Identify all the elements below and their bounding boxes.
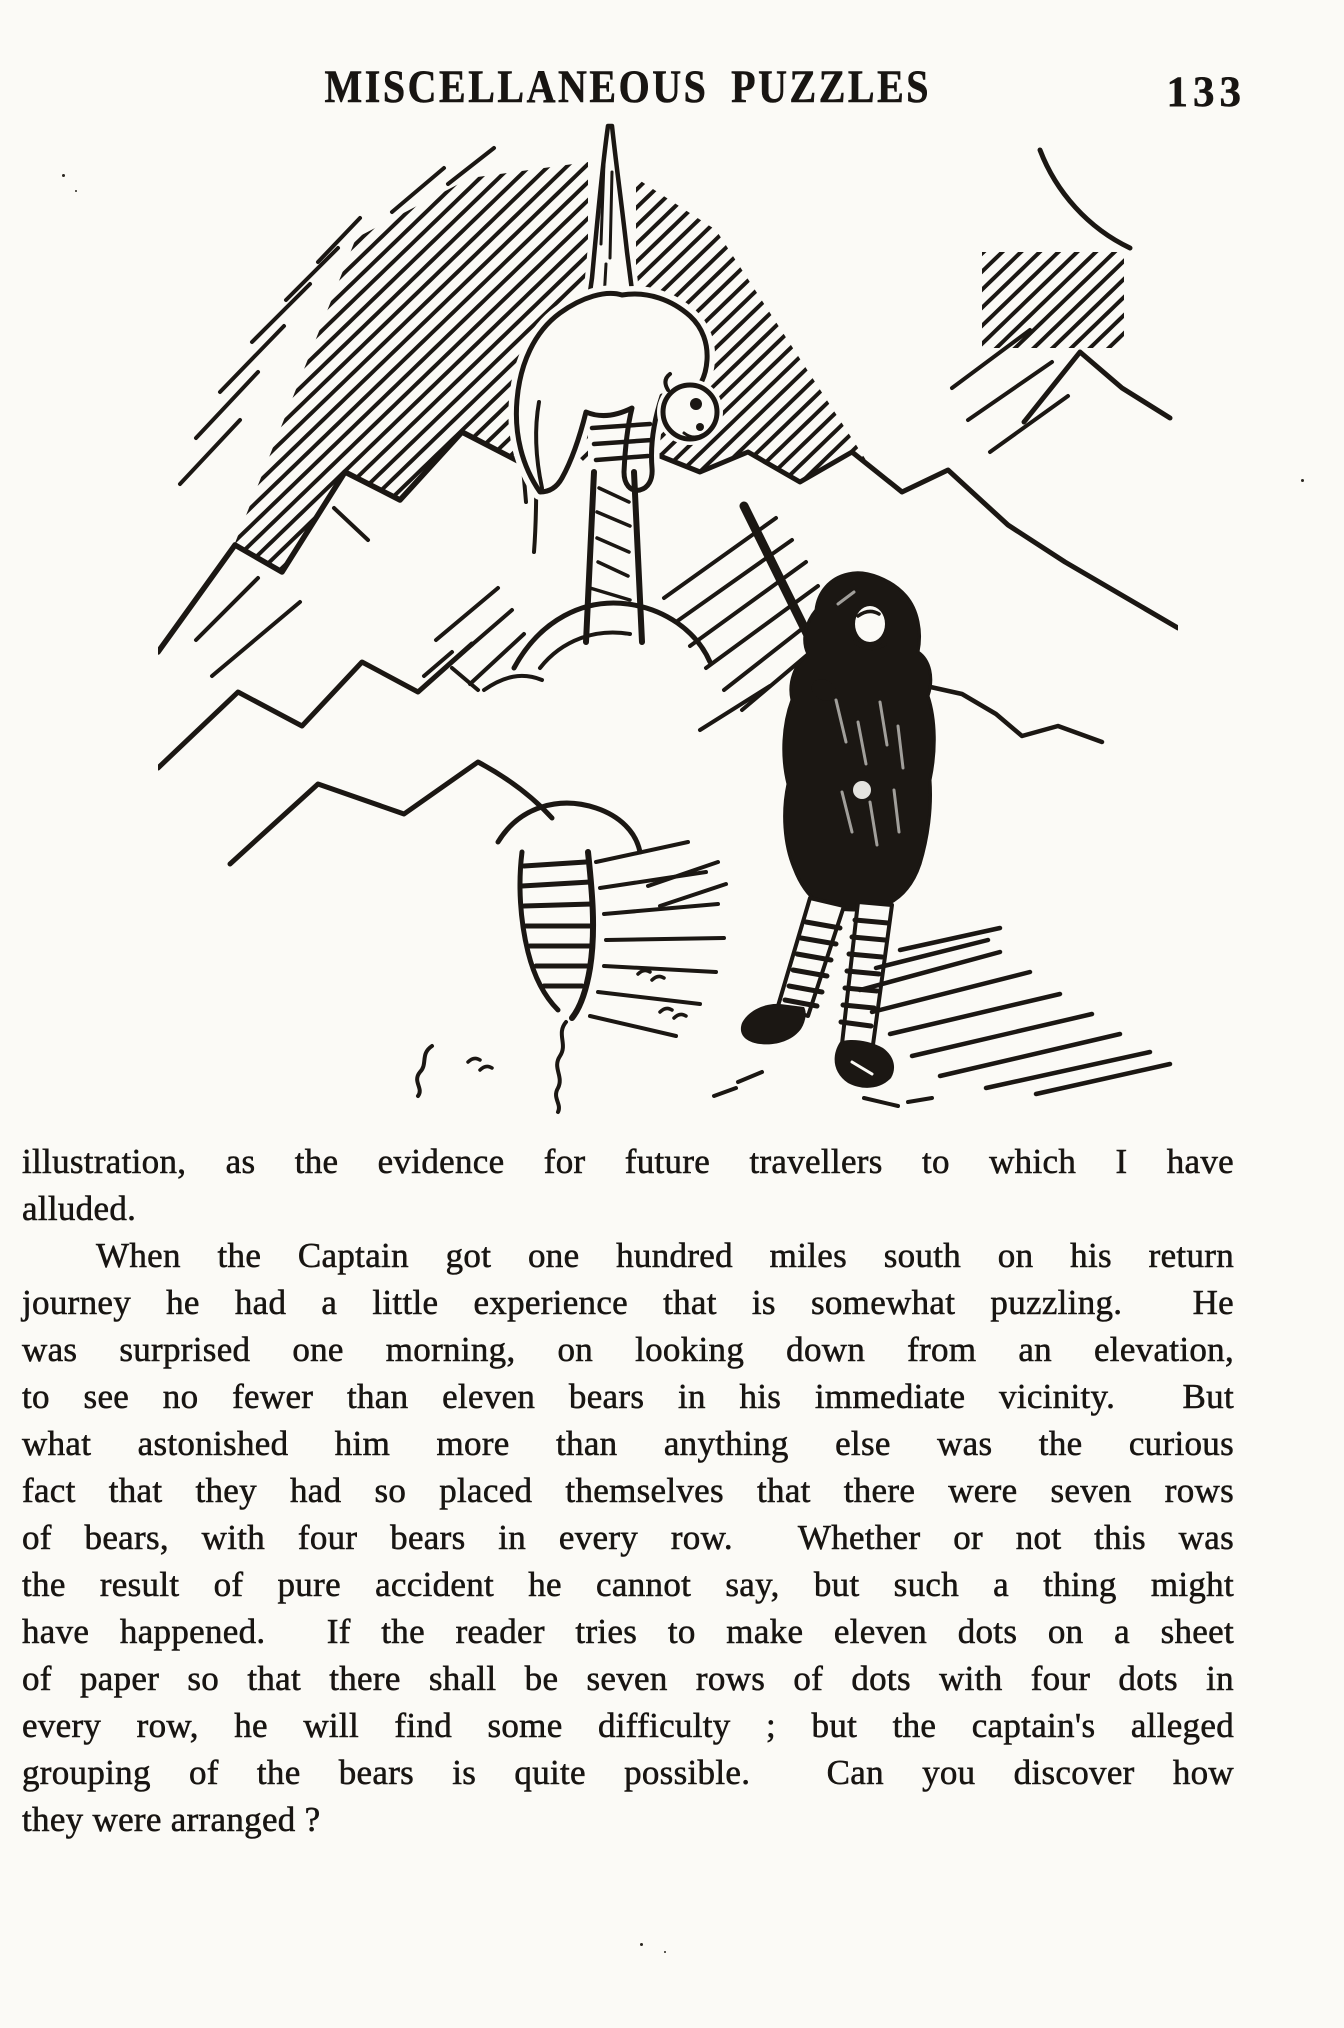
text-line: was surprised one morning, on looking down from an elevation,: [22, 1330, 1234, 1369]
page-number: 133: [1166, 69, 1246, 116]
text-line: When the Captain got one hundred miles south on his return: [96, 1236, 1234, 1275]
scan-speck: [75, 190, 77, 192]
bear-head: [663, 385, 717, 439]
text-line: every row, he will find some difficulty ; but the captain's alleged: [22, 1706, 1234, 1745]
scan-speck: [640, 1943, 643, 1946]
scan-speck: [1301, 479, 1304, 482]
body-text: [22, 1138, 1234, 1843]
text-line: of bears, with four bears in every row. Whether or not this was: [22, 1518, 1234, 1557]
text-line: the result of pure accident he cannot say, but such a thing might: [22, 1565, 1234, 1604]
text-line: alluded.: [22, 1189, 137, 1228]
text-line: journey he had a little experience that is somewhat puzzling. He: [22, 1283, 1234, 1322]
paragraph: [22, 1138, 1234, 1232]
text-line: have happened. If the reader tries to make eleven dots on a sheet: [22, 1612, 1234, 1651]
bear-nose: [696, 423, 704, 431]
north-pole-spike: [588, 126, 634, 306]
page-title: MISCELLANEOUS PUZZLES: [324, 61, 932, 113]
running-header: [22, 56, 1246, 118]
text-line: of paper so that there shall be seven rows of dots with four dots in: [22, 1659, 1234, 1698]
cliff-curve: [1040, 150, 1130, 248]
illustration-north-pole-bear: [158, 112, 1178, 1140]
text-line: to see no fewer than eleven bears in his immediate vicinity. But: [22, 1377, 1234, 1416]
scan-speck: [664, 1951, 666, 1953]
text-line: fact that they had so placed themselves that there were seven rows: [22, 1471, 1234, 1510]
text-line: they were arranged ?: [22, 1800, 321, 1839]
text-line: what astonished him more than anything else was the curious: [22, 1424, 1234, 1463]
paragraph: [22, 1232, 1234, 1843]
text-line: grouping of the bears is quite possible. Can you discover how: [22, 1753, 1234, 1792]
scan-speck: [62, 174, 65, 177]
text-line: illustration, as the evidence for future travellers to which I have: [22, 1142, 1234, 1181]
bear-eye: [690, 398, 702, 410]
